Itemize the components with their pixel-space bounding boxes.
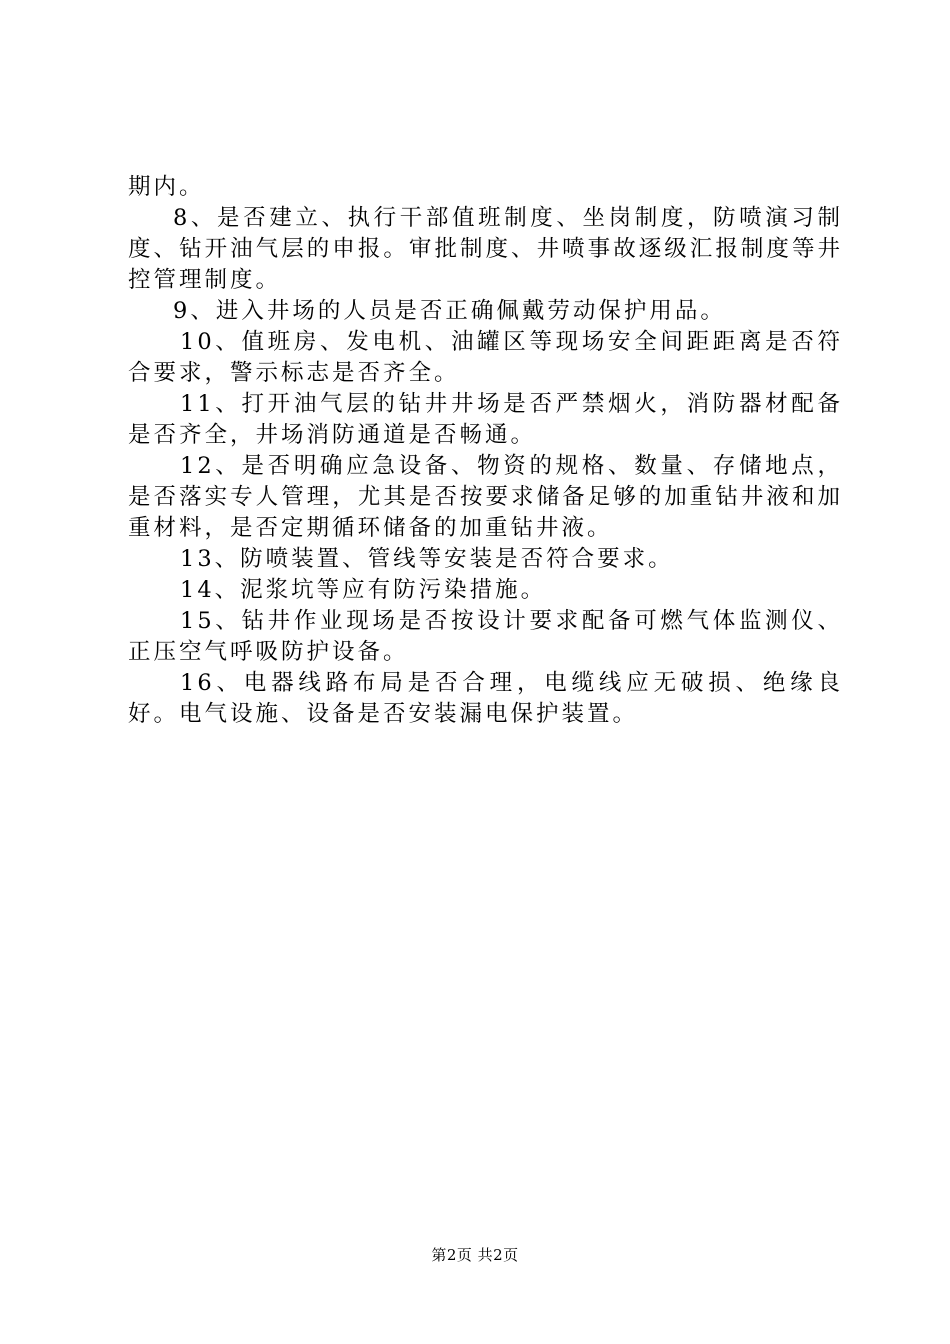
- paragraph-item-10: 10、值班房、发电机、油罐区等现场安全间距距离是否符合要求，警示标志是否齐全。: [128, 329, 843, 386]
- paragraph-item-14: 14、泥浆坑等应有防污染措施。: [180, 577, 547, 603]
- paragraph-item-11: 11、打开油气层的钻井井场是否严禁烟火，消防器材配备是否齐全，井场消防通道是否畅通。: [128, 391, 843, 448]
- paragraph-item-12: 12、是否明确应急设备、物资的规格、数量、存储地点，是否落实专人管理，尤其是否按要求储备足够的加重钻井液和加重材料，是否定期循环储备的加重钻井液。: [128, 453, 843, 541]
- paragraph-item-9: 9、进入井场的人员是否正确佩戴劳动保护用品。: [173, 298, 726, 324]
- paragraph-continuation: 期内。: [128, 174, 205, 200]
- paragraph-item-15: 15、钻井作业现场是否按设计要求配备可燃气体监测仪、正压空气呼吸防护设备。: [128, 608, 843, 665]
- document-body: [128, 172, 843, 730]
- paragraph-item-8: 8、是否建立、执行干部值班制度、坐岗制度，防喷演习制度、钻开油气层的申报。审批制度、井喷事故逐级汇报制度等井控管理制度。: [128, 205, 843, 293]
- paragraph-item-16: 16、电器线路布局是否合理，电缆线应无破损、绝缘良好。电气设施、设备是否安装漏电保护装置。: [128, 670, 843, 727]
- paragraph-item-13: 13、防喷装置、管线等安装是否符合要求。: [180, 546, 674, 572]
- page-number-footer: 第2页 共2页: [431, 1246, 519, 1264]
